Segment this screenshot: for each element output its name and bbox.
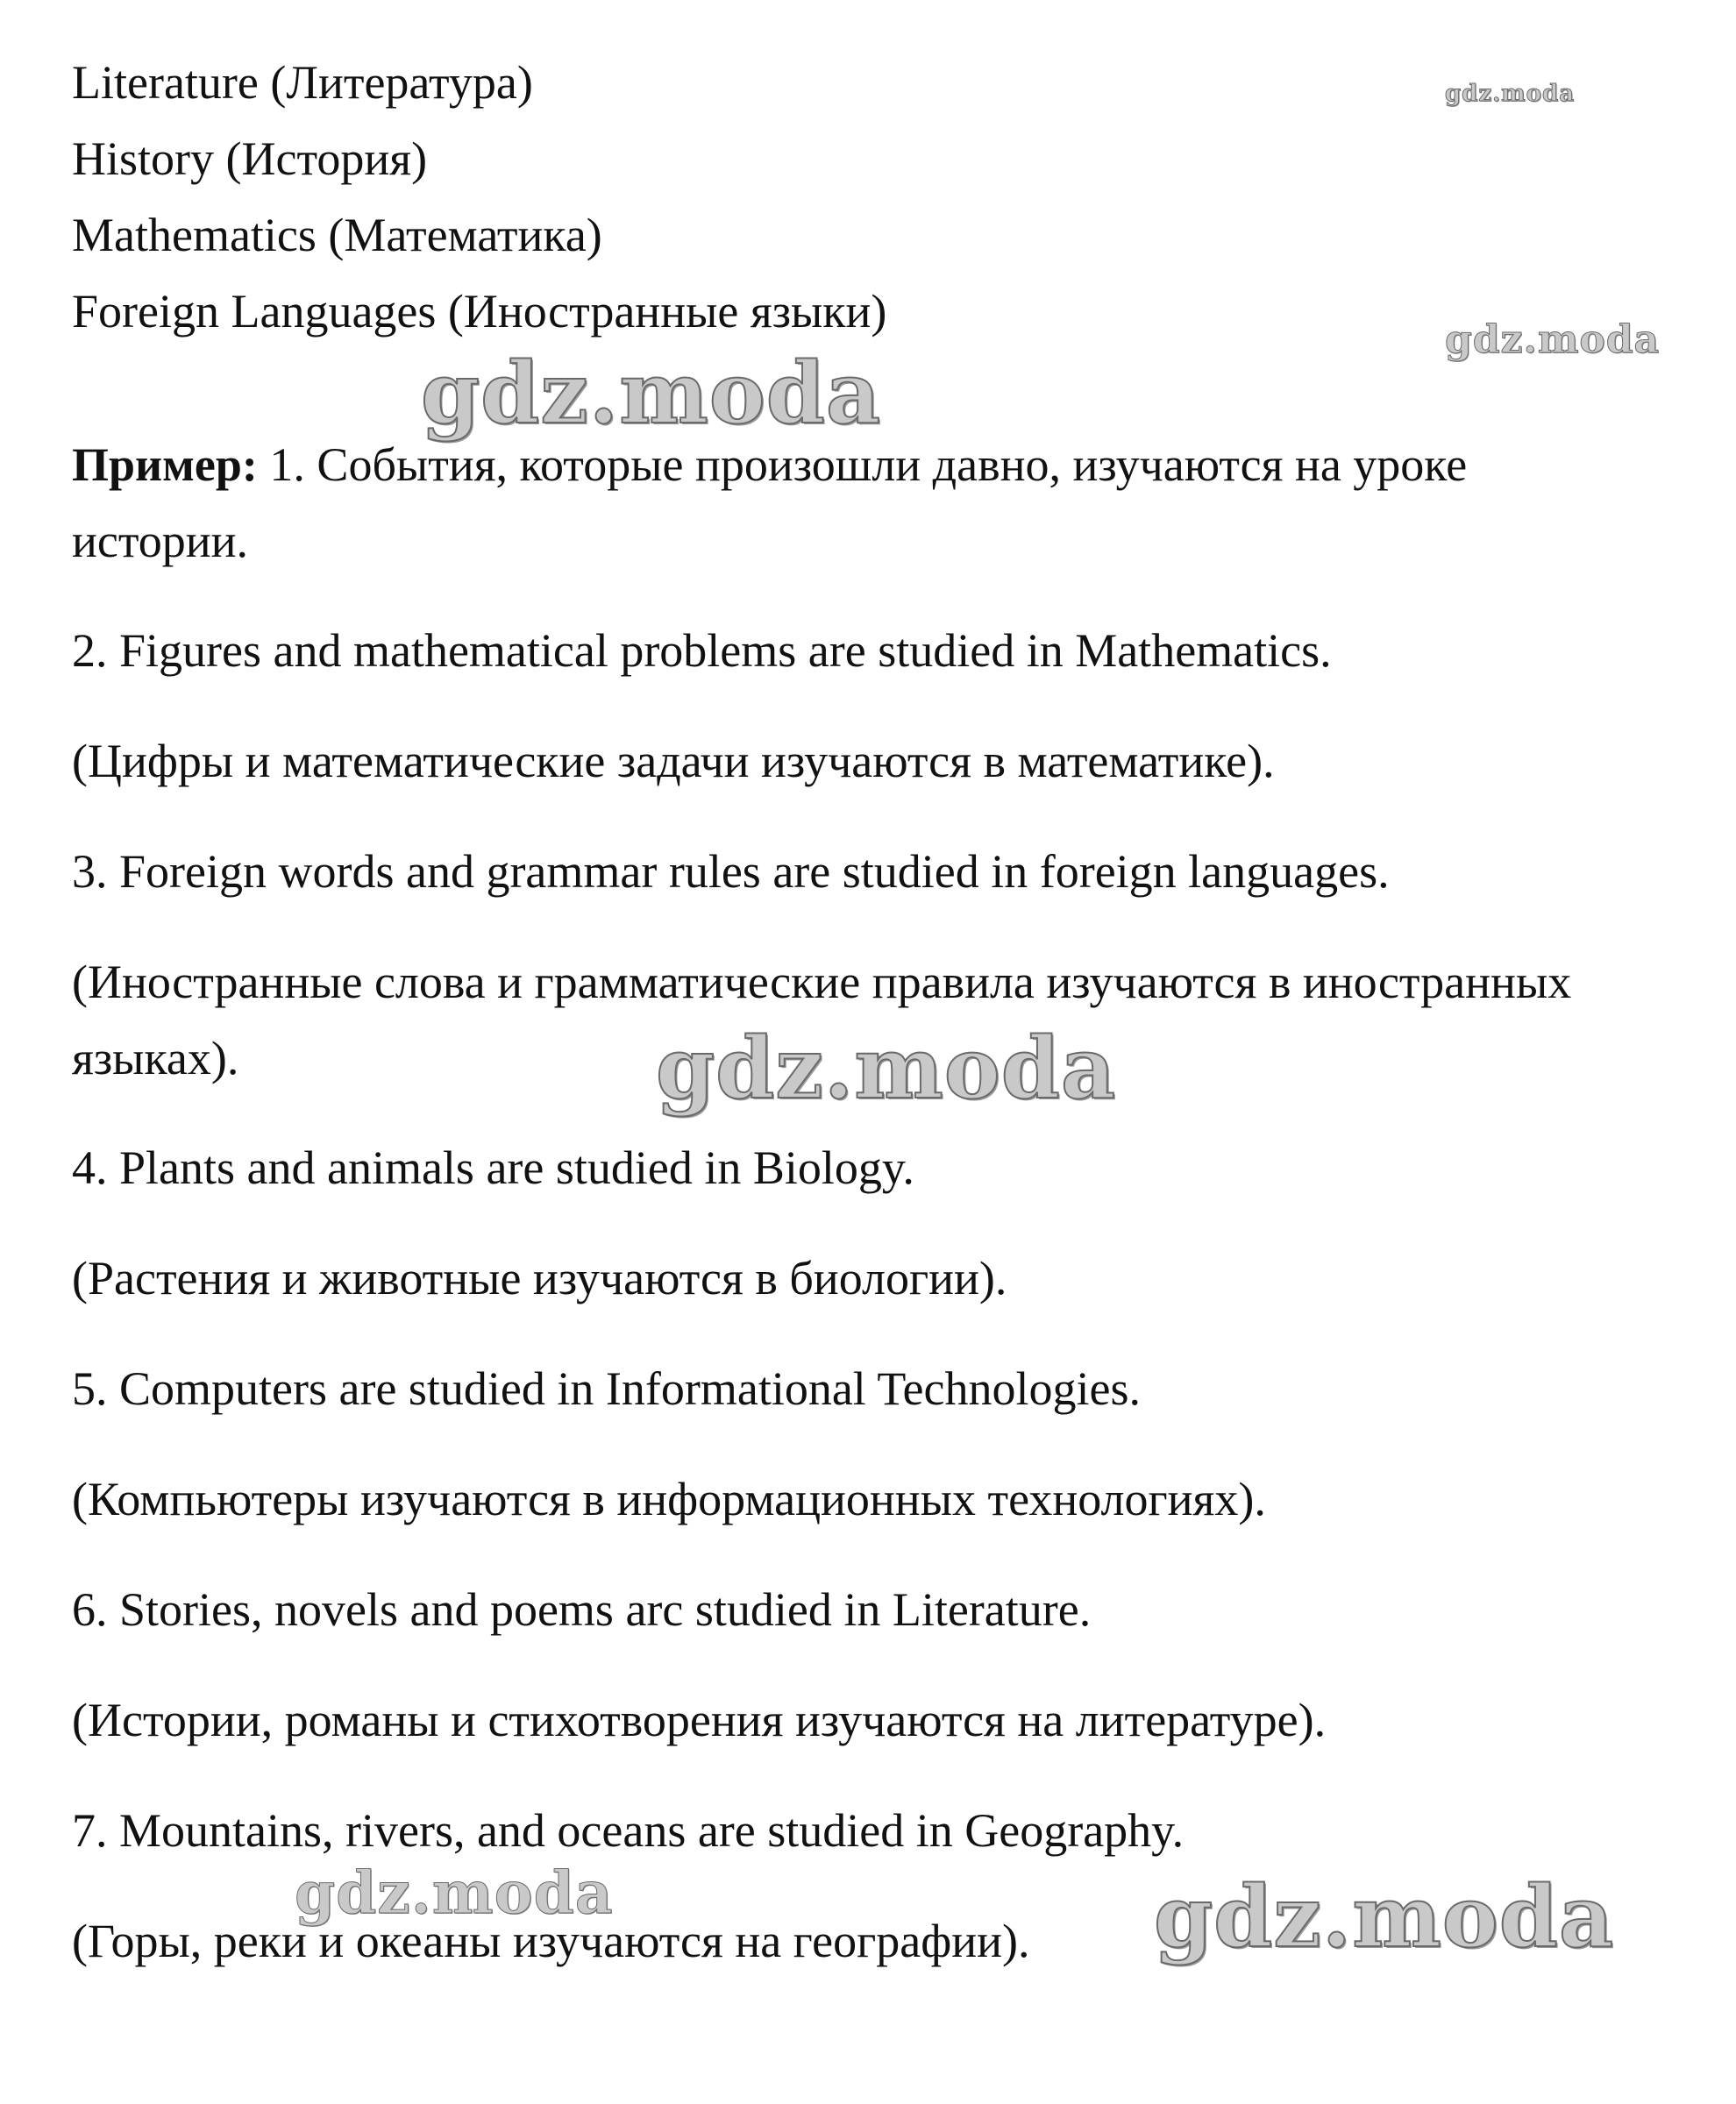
watermark: gdz.moda	[656, 1019, 1117, 1118]
subject-line: History (История)	[72, 132, 428, 185]
translation-line: (Истории, романы и стихотворения изучаются на литературе).	[72, 1694, 1327, 1746]
example-text: 1. События, которые произошли давно, изучаются на уроке	[257, 438, 1468, 491]
answer-line: 6. Stories, novels and poems arc studied in Literature.	[72, 1583, 1092, 1636]
answer-line: 4. Plants and animals are studied in Biology.	[72, 1141, 914, 1194]
subject-line: Foreign Languages (Иностранные языки)	[72, 285, 887, 338]
watermark: gdz.moda	[1445, 81, 1576, 107]
subject-line: Mathematics (Математика)	[72, 209, 602, 261]
translation-line: (Компьютеры изучаются в информационных технологиях).	[72, 1473, 1266, 1525]
answer-line: 7. Mountains, rivers, and oceans are studied in Geography.	[72, 1804, 1185, 1857]
watermark: gdz.moda	[1154, 1867, 1615, 1966]
translation-line: (Растения и животные изучаются в биологии).	[72, 1252, 1007, 1304]
answer-line: 2. Figures and mathematical problems are studied in Mathematics.	[72, 624, 1332, 677]
translation-line: (Цифры и математические задачи изучаются в математике).	[72, 735, 1275, 787]
watermark: gdz.moda	[1445, 317, 1661, 362]
example-line: истории.	[72, 515, 249, 567]
translation-line: (Иностранные слова и грамматические правила изучаются в иностранных	[72, 956, 1572, 1008]
subject-line: Literature (Литература)	[72, 56, 533, 109]
answer-line: 3. Foreign words and grammar rules are studied in foreign languages.	[72, 845, 1390, 898]
example-line	[72, 437, 1467, 493]
translation-line: языках).	[72, 1032, 239, 1084]
watermark: gdz.moda	[421, 344, 882, 443]
translation-line: (Горы, реки и океаны изучаются на географии).	[72, 1915, 1030, 1967]
watermark: gdz.moda	[295, 1859, 614, 1927]
example-label: Пример:	[72, 438, 258, 491]
answer-line: 5. Computers are studied in Informational Technologies.	[72, 1362, 1141, 1415]
